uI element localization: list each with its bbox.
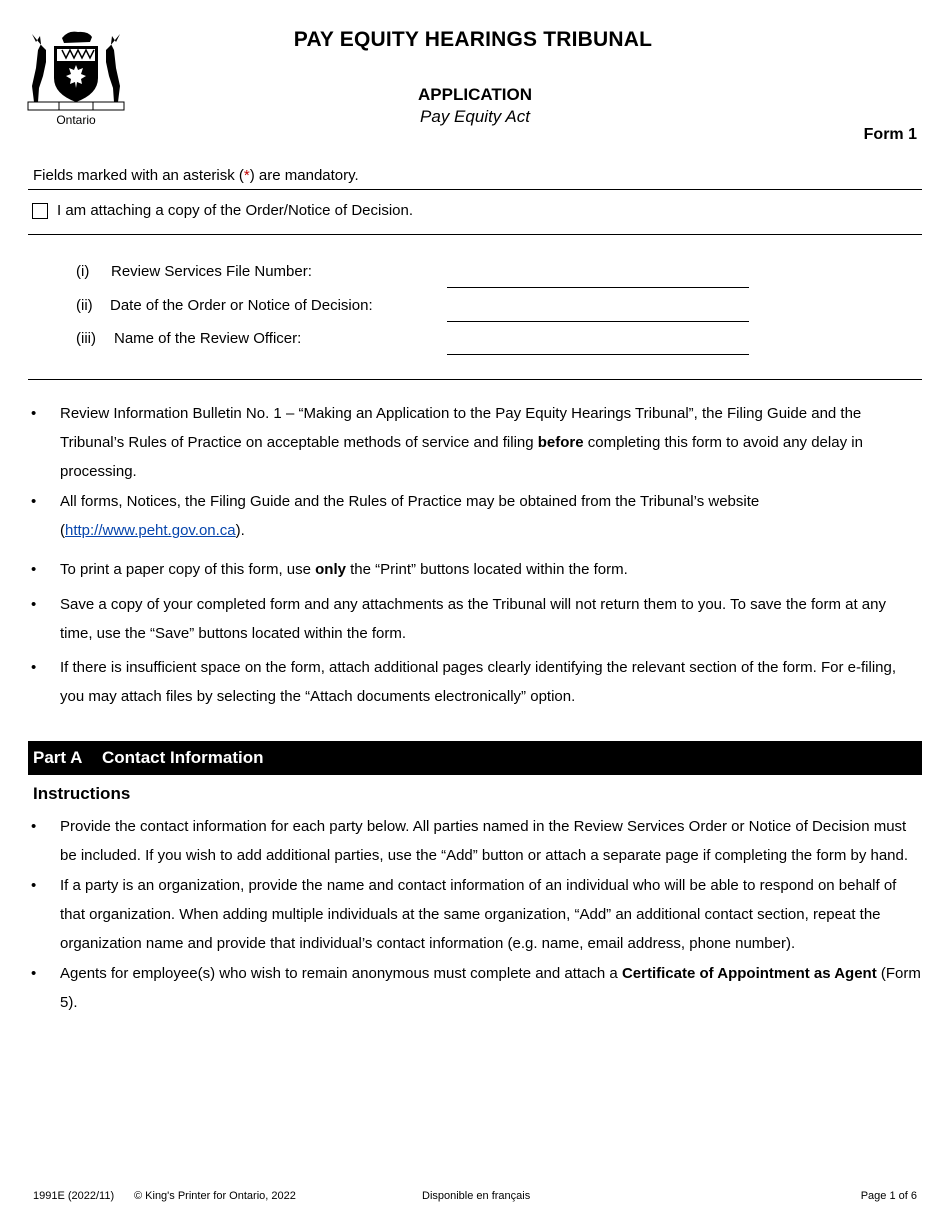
- decision-date-row: [76, 297, 373, 314]
- bullet-text: (Form 5).: [60, 965, 921, 1011]
- instructions-heading: Instructions: [33, 784, 131, 803]
- list-item: [28, 555, 922, 584]
- attach-order-label: I am attaching a copy of the Order/Notice of Decision.: [57, 202, 414, 219]
- part-a-label: Part A: [33, 748, 83, 767]
- bullet-text: To print a paper copy of this form, use: [60, 561, 316, 578]
- bullet-text: Agents for employee(s) who wish to remain anonymous must complete and attach a: [60, 965, 622, 982]
- mandatory-note-suffix: ) are mandatory.: [249, 167, 359, 184]
- part-a-header: [28, 741, 922, 775]
- page-title: PAY EQUITY HEARINGS TRIBUNAL: [293, 28, 653, 51]
- review-officer-input[interactable]: [447, 354, 749, 375]
- list-item: • Save a copy of your completed form and any attachments as the Tribunal will not return them to you. To save the form at any time, use the “Save” buttons located within the form.: [28, 590, 922, 648]
- copyright: © King's Printer for Ontario, 2022: [134, 1190, 296, 1202]
- review-officer-label: Name of the Review Officer:: [114, 330, 302, 347]
- part-a-title: Contact Information: [102, 748, 264, 767]
- act-subtitle: Pay Equity Act: [420, 107, 530, 126]
- file-number-row: [76, 263, 312, 280]
- tribunal-website-link[interactable]: http://www.peht.gov.on.ca: [65, 522, 236, 539]
- mandatory-note: [33, 167, 359, 184]
- application-heading: APPLICATION: [418, 85, 532, 104]
- divider: [28, 189, 922, 190]
- form-number: Form 1: [863, 126, 917, 143]
- field-number: (ii): [76, 297, 93, 314]
- logo-caption: Ontario: [56, 113, 96, 127]
- field-number: (i): [76, 263, 90, 280]
- bullet-text: All forms, Notices, the Filing Guide and the Rules of Practice may be obtained from the Tribunal’s website (: [60, 493, 760, 539]
- divider: [28, 379, 922, 380]
- file-number-input[interactable]: [447, 287, 749, 308]
- bullet-emphasis: only: [315, 561, 346, 578]
- file-number-label: Review Services File Number:: [111, 263, 312, 280]
- divider: [28, 234, 922, 235]
- instructions-bullet-list: [28, 812, 922, 1017]
- bullet-text: completing this form to avoid any delay in processing.: [60, 434, 863, 480]
- list-item: [28, 487, 922, 545]
- form-code: 1991E (2022/11): [33, 1190, 115, 1202]
- bullet-emphasis: Certificate of Appointment as Agent: [621, 965, 877, 982]
- list-item: [28, 399, 922, 486]
- bullet-text: the “Print” buttons located within the form.: [345, 561, 628, 578]
- list-item: • Provide the contact information for each party below. All parties named in the Review Services Order or Notice of Decision must be included. If you wish to add additional parties, use the “Add” button or attach a separate page if completing the form by hand.: [28, 812, 922, 870]
- bullet-text: Review Information Bulletin No. 1 – “Making an Application to the Pay Equity Hearings Tribunal”, the Filing Guide and the Tribunal’s Rules of Practice on acceptable methods of service and filing: [60, 405, 862, 451]
- asterisk: *: [243, 167, 250, 184]
- list-item: • If a party is an organization, provide the name and contact information of an individual who will be able to respond on behalf of that organization. When adding multiple individuals at the same organization, “Add” an additional contact section, repeat the organization name and provide that individual’s contact information (e.g. name, email address, phone number).: [28, 871, 922, 958]
- list-item: • If there is insufficient space on the form, attach additional pages clearly identifying the relevant section of the form. For e-filing, you may attach files by selecting the “Attach documents electronically” option.: [28, 653, 922, 711]
- attach-order-checkbox[interactable]: [32, 203, 48, 219]
- decision-date-input[interactable]: [447, 321, 749, 342]
- review-officer-row: [76, 330, 301, 347]
- page-number: Page 1 of 6: [860, 1190, 917, 1202]
- intro-bullet-list: [28, 399, 922, 711]
- decision-date-label: Date of the Order or Notice of Decision:: [110, 297, 373, 314]
- bullet-text: ).: [235, 522, 245, 539]
- french-availability: Disponible en français: [422, 1190, 531, 1202]
- list-item: [28, 959, 922, 1017]
- mandatory-note-prefix: Fields marked with an asterisk (: [33, 167, 244, 184]
- field-number: (iii): [76, 330, 96, 347]
- bullet-emphasis: before: [537, 434, 584, 451]
